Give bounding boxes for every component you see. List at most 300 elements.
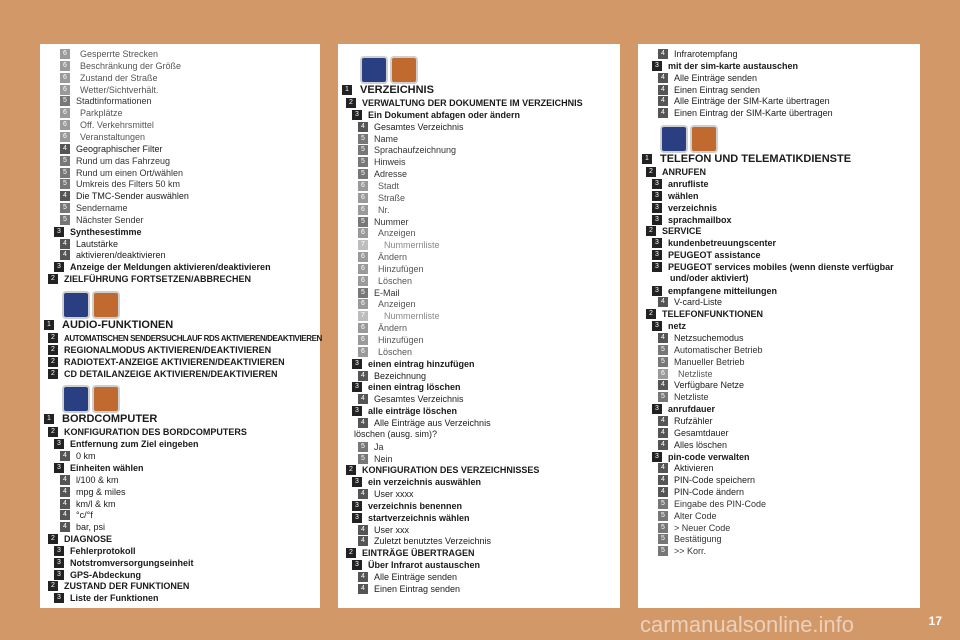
level-badge: 6 [60, 73, 70, 83]
level-badge: 5 [358, 442, 368, 452]
menu-item-label: Gesamtes Verzeichnis [374, 121, 464, 132]
menu-item-label: aktivieren/deaktivieren [76, 250, 166, 261]
menu-item [352, 512, 470, 524]
menu-item-label: Nummernliste [384, 240, 440, 251]
menu-item [358, 441, 384, 453]
menu-item-label: VERWALTUNG DER DOKUMENTE IM VERZEICHNIS [362, 98, 583, 108]
level-badge: 4 [60, 487, 70, 497]
level-badge: 5 [358, 217, 368, 227]
level-badge: 6 [60, 120, 70, 130]
level-badge: 4 [658, 380, 668, 390]
menu-item [346, 464, 539, 476]
page-number: 17 [928, 614, 942, 628]
level-badge: 5 [60, 96, 70, 106]
level-badge: 3 [352, 110, 362, 120]
level-badge: 3 [652, 238, 662, 248]
menu-item-label: Alter Code [674, 510, 717, 521]
menu-item-label: Einen Eintrag senden [374, 583, 461, 594]
menu-item [48, 580, 189, 592]
menu-item [652, 237, 776, 249]
level-badge: 6 [358, 205, 368, 215]
menu-item [658, 344, 763, 356]
level-badge: 2 [48, 534, 58, 544]
level-badge: 5 [658, 392, 668, 402]
menu-item [658, 533, 722, 545]
level-badge: 2 [48, 581, 58, 591]
menu-item [352, 405, 457, 417]
menu-item [60, 509, 93, 521]
menu-item-label: ANRUFEN [662, 167, 706, 178]
menu-item-label: Sprachaufzeichnung [374, 145, 457, 156]
menu-item-label: Nein [374, 453, 393, 464]
level-badge: 3 [652, 215, 662, 225]
level-badge: 3 [652, 404, 662, 414]
menu-item [60, 143, 163, 155]
laptop-icon [62, 385, 90, 413]
menu-item-label: PIN-Code speichern [674, 475, 756, 486]
menu-item [358, 488, 414, 500]
menu-item-label: anrufliste [668, 178, 709, 189]
level-badge: 4 [658, 428, 668, 438]
menu-item [652, 285, 777, 297]
menu-item-label: AUTOMATISCHEN SENDERSUCHLAUF RDS AKTIVIEREN/DEAKTIVIEREN [64, 333, 322, 343]
level-badge: 3 [352, 501, 362, 511]
menu-item [358, 535, 491, 547]
menu-item-label: User xxxx [374, 489, 414, 500]
menu-item [358, 571, 457, 583]
level-badge: 2 [346, 548, 356, 558]
level-badge: 3 [652, 452, 662, 462]
menu-item [658, 48, 738, 60]
level-badge: 4 [658, 440, 668, 450]
menu-item [60, 155, 170, 167]
level-badge: 5 [358, 169, 368, 179]
level-badge: 2 [48, 357, 58, 367]
menu-item [358, 346, 412, 358]
menu-item [358, 310, 440, 322]
menu-item-label: GPS-Abdeckung [70, 569, 142, 580]
menu-item [358, 322, 407, 334]
menu-item [658, 439, 727, 451]
menu-item-label: °c/°f [76, 510, 93, 521]
menu-item [352, 358, 475, 370]
middle-column [338, 44, 620, 608]
menu-item [358, 298, 416, 310]
menu-item [358, 370, 426, 382]
menu-item-label: Ändern [378, 252, 408, 263]
menu-item-label: Eingabe des PIN-Code [674, 498, 767, 509]
level-badge: 4 [60, 191, 70, 201]
menu-item-label: Löschen [378, 346, 413, 357]
menu-item-label: Lautstärke [76, 238, 119, 249]
menu-item [60, 72, 158, 84]
menu-item [652, 60, 798, 72]
menu-item-label: PEUGEOT services mobiles (wenn dienste verfügbar [668, 261, 894, 272]
menu-item-label: V-card-Liste [674, 297, 723, 308]
level-badge: 6 [358, 252, 368, 262]
level-badge: 4 [358, 418, 368, 428]
menu-item-label: ZUSTAND DER FUNKTIONEN [64, 581, 190, 592]
menu-item-label: Nr. [378, 204, 390, 215]
menu-item-label: Verfügbare Netze [674, 380, 745, 391]
level-badge: 3 [652, 191, 662, 201]
menu-item-label: mpg & miles [76, 486, 126, 497]
menu-item [60, 131, 145, 143]
menu-item [652, 261, 894, 273]
menu-item [658, 296, 722, 308]
level-badge: 3 [652, 262, 662, 272]
level-badge: 4 [358, 122, 368, 132]
menu-item-label: Sendername [76, 203, 128, 214]
menu-item [358, 180, 399, 192]
menu-item-label: TELEFON UND TELEMATIKDIENSTE [660, 153, 852, 166]
menu-item [358, 144, 456, 156]
level-badge: 2 [48, 427, 58, 437]
menu-item-label: Zustand der Straße [80, 72, 158, 83]
menu-item [658, 545, 706, 557]
level-badge: 5 [658, 345, 668, 355]
menu-item [54, 438, 199, 450]
menu-item [48, 426, 247, 438]
menu-item [352, 109, 520, 121]
menu-item-label: Nummernliste [384, 311, 440, 322]
menu-item [658, 95, 830, 107]
level-badge: 6 [358, 228, 368, 238]
menu-item [658, 415, 713, 427]
menu-item [60, 202, 128, 214]
level-badge: 6 [60, 132, 70, 142]
menu-item [358, 263, 424, 275]
menu-item-label: Einen Eintrag senden [674, 84, 761, 95]
menu-item-label: Über Infrarot austauschen [368, 560, 481, 571]
menu-item-label: Veranstaltungen [80, 131, 146, 142]
menu-item [658, 510, 717, 522]
level-badge: 5 [658, 546, 668, 556]
menu-item-label: einen eintrag hinzufügen [368, 358, 475, 369]
continuation-text: und/oder aktiviert) [670, 272, 749, 283]
menu-item [54, 462, 144, 474]
mobile-phone-icon [690, 125, 718, 153]
menu-item-label: REGIONALMODUS AKTIVIEREN/DEAKTIVIEREN [64, 344, 272, 355]
menu-item-label: Automatischer Betrieb [674, 344, 763, 355]
menu-item-label: AUDIO-FUNKTIONEN [62, 319, 174, 331]
menu-item [646, 308, 763, 320]
level-badge: 6 [358, 264, 368, 274]
menu-item-label: Fehlerprotokoll [70, 545, 136, 556]
level-badge: 6 [60, 108, 70, 118]
menu-item [358, 453, 393, 465]
menu-item [60, 486, 126, 498]
menu-item-label: Stadt [378, 180, 400, 191]
menu-item [358, 204, 390, 216]
menu-item-label: Hinzufügen [378, 263, 424, 274]
menu-item [54, 592, 159, 604]
level-badge: 4 [60, 475, 70, 485]
level-badge: 4 [60, 522, 70, 532]
section-heading [642, 153, 851, 165]
level-badge: 1 [44, 320, 54, 330]
menu-item-label: Name [374, 133, 399, 144]
level-badge: 5 [358, 145, 368, 155]
menu-item-label: Anzeigen [378, 228, 416, 239]
menu-item [652, 451, 750, 463]
level-badge: 4 [358, 584, 368, 594]
menu-item [346, 547, 475, 559]
menu-item-label: sprachmailbox [668, 214, 732, 225]
section-heading [44, 319, 173, 331]
menu-item [358, 192, 405, 204]
menu-item [358, 275, 412, 287]
menu-item [352, 381, 461, 393]
menu-item [658, 427, 729, 439]
level-badge: 3 [352, 560, 362, 570]
level-badge: 3 [54, 558, 64, 568]
level-badge: 3 [352, 406, 362, 416]
menu-item-label: User xxx [374, 524, 410, 535]
level-badge: 6 [60, 49, 70, 59]
menu-item-label: Netzliste [678, 368, 713, 379]
level-badge: 5 [658, 511, 668, 521]
menu-item-label: Anzeige der Meldungen aktivieren/deaktivieren [70, 262, 271, 273]
menu-item [60, 450, 96, 462]
menu-item-label: BORDCOMPUTER [62, 413, 158, 426]
menu-item [658, 522, 730, 534]
menu-item-label: Bestätigung [674, 534, 722, 545]
menu-item [48, 332, 322, 344]
level-badge: 4 [60, 451, 70, 461]
menu-item-label: netz [668, 321, 686, 332]
menu-item-label: Löschen [378, 275, 413, 286]
menu-item [358, 524, 409, 536]
level-badge: 6 [358, 181, 368, 191]
menu-item-label: Alle Einträge der SIM-Karte übertragen [674, 96, 830, 107]
menu-item-label: 0 km [76, 451, 96, 462]
menu-item [358, 216, 409, 228]
level-badge: 4 [658, 475, 668, 485]
level-badge: 5 [60, 179, 70, 189]
level-badge: 6 [358, 299, 368, 309]
menu-item-label: Rund um das Fahrzeug [76, 155, 171, 166]
menu-item-label: Entfernung zum Ziel eingeben [70, 439, 199, 450]
menu-item [352, 500, 462, 512]
level-badge: 3 [652, 179, 662, 189]
menu-item [358, 583, 460, 595]
menu-item-label: Bezeichnung [374, 370, 427, 381]
level-badge: 7 [358, 311, 368, 321]
level-badge: 4 [658, 96, 668, 106]
notepad-icon [390, 56, 418, 84]
menu-item-label: Stadtinformationen [76, 96, 152, 107]
menu-item [658, 332, 744, 344]
level-badge: 5 [60, 203, 70, 213]
menu-item-label: Netzliste [674, 392, 709, 403]
menu-item-label: KONFIGURATION DES VERZEICHNISSES [362, 465, 540, 476]
menu-item [358, 133, 398, 145]
menu-item-label: Ein Dokument abfagen oder ändern [368, 109, 521, 120]
menu-item [358, 239, 440, 251]
level-badge: 4 [658, 108, 668, 118]
level-badge: 1 [342, 85, 352, 95]
menu-item-label: mit der sim-karte austauschen [668, 60, 799, 71]
level-badge: 5 [358, 157, 368, 167]
level-badge: 2 [346, 465, 356, 475]
menu-item [60, 190, 189, 202]
menu-item [658, 72, 757, 84]
level-badge: 3 [54, 546, 64, 556]
level-badge: 4 [358, 536, 368, 546]
level-badge: 2 [646, 309, 656, 319]
level-badge: 3 [352, 382, 362, 392]
menu-item-label: km/l & km [76, 498, 116, 509]
level-badge: 3 [652, 203, 662, 213]
menu-item [658, 84, 760, 96]
level-badge: 4 [60, 250, 70, 260]
menu-item-label: VERZEICHNIS [360, 84, 434, 96]
menu-item-label: einen eintrag löschen [368, 382, 461, 393]
level-badge: 4 [658, 463, 668, 473]
menu-item-label: verzeichnis [668, 202, 718, 213]
menu-item [48, 273, 251, 285]
menu-item [358, 417, 491, 429]
level-badge: 4 [658, 49, 668, 59]
menu-item [652, 202, 717, 214]
menu-item-label: Manueller Betrieb [674, 356, 745, 367]
level-badge: 4 [358, 525, 368, 535]
level-badge: 6 [658, 369, 668, 379]
level-badge: 3 [54, 227, 64, 237]
menu-item-label: Geographischer Filter [76, 143, 163, 154]
menu-item-label: Rund um einen Ort/wählen [76, 167, 184, 178]
menu-item-label: Hinzufügen [378, 335, 424, 345]
menu-item [652, 214, 732, 226]
menu-item [358, 393, 464, 405]
level-badge: 2 [48, 333, 58, 343]
menu-item-label: empfangene mitteilungen [668, 285, 778, 296]
menu-item-label: Infrarotempfang [674, 49, 738, 59]
level-badge: 2 [48, 274, 58, 284]
menu-item-label: Rufzähler [674, 415, 713, 426]
menu-item-label: ein verzeichnis auswählen [368, 477, 482, 488]
level-badge: 5 [358, 134, 368, 144]
cd-icon [92, 291, 120, 319]
menu-item [646, 225, 701, 237]
menu-item-label: Wetter/Sichtverhält. [80, 84, 159, 95]
level-badge: 4 [358, 394, 368, 404]
menu-item [48, 356, 285, 368]
level-badge: 5 [60, 168, 70, 178]
fuel-icon [92, 385, 120, 413]
menu-item-label: CD DETAILANZEIGE AKTIVIEREN/DEAKTIVIEREN [64, 368, 278, 379]
menu-item [60, 214, 144, 226]
menu-item-label: Notstromversorgungseinheit [70, 557, 194, 568]
menu-item-label: Netzsuchemodus [674, 333, 744, 343]
level-badge: 2 [646, 167, 656, 177]
phone-email-icon [660, 125, 688, 153]
level-badge: 7 [358, 240, 368, 250]
menu-item [60, 521, 105, 533]
menu-item [658, 107, 833, 119]
menu-item-label: bar, psi [76, 522, 106, 533]
menu-item-label: KONFIGURATION DES BORDCOMPUTERS [64, 427, 247, 438]
menu-item-label: Zuletzt benutztes Verzeichnis [374, 536, 492, 547]
menu-item-label: PEUGEOT assistance [668, 250, 761, 261]
menu-item-label: Gesamtes Verzeichnis [374, 394, 464, 405]
level-badge: 5 [658, 499, 668, 509]
menu-item-label: Einheiten wählen [70, 462, 144, 473]
menu-item-label: Alle Einträge senden [374, 572, 458, 582]
menu-item [60, 498, 116, 510]
level-badge: 3 [54, 593, 64, 603]
menu-item [48, 344, 271, 356]
menu-item-label: Synthesestimme [70, 226, 142, 237]
level-badge: 5 [658, 534, 668, 544]
menu-item-label: >> Korr. [674, 546, 707, 557]
right-column [638, 44, 920, 608]
menu-item-label: > Neuer Code [674, 522, 731, 533]
menu-item-label: anrufdauer [668, 404, 716, 415]
menu-item [60, 178, 180, 190]
menu-item [358, 287, 400, 299]
menu-item [48, 368, 278, 380]
menu-item [60, 167, 183, 179]
menu-item [658, 391, 709, 403]
menu-item-label: Aktivieren [674, 463, 714, 474]
level-badge: 6 [358, 335, 368, 345]
continuation-text: löschen (ausg. sim)? [354, 428, 438, 439]
section-heading [44, 413, 157, 425]
menu-item-label: EINTRÄGE ÜBERTRAGEN [362, 548, 475, 559]
menu-item [658, 368, 713, 380]
menu-item [658, 474, 755, 486]
menu-item-label: kundenbetreuungscenter [668, 238, 777, 249]
menu-item [54, 569, 141, 581]
level-badge: 5 [358, 454, 368, 464]
level-badge: 3 [54, 570, 64, 580]
menu-item [658, 462, 714, 474]
menu-item [358, 227, 416, 239]
audio-device-icon [62, 291, 90, 319]
level-badge: 2 [646, 226, 656, 236]
menu-item [652, 249, 761, 261]
menu-item-label: Nummer [374, 216, 409, 227]
menu-item-label: pin-code verwalten [668, 451, 750, 462]
level-badge: 4 [658, 333, 668, 343]
level-badge: 3 [652, 286, 662, 296]
level-badge: 2 [346, 98, 356, 108]
level-badge: 4 [60, 499, 70, 509]
menu-item [358, 121, 464, 133]
level-badge: 3 [652, 61, 662, 71]
menu-item-label: Einen Eintrag der SIM-Karte übertragen [674, 108, 833, 119]
menu-item-label: Nächster Sender [76, 214, 144, 225]
level-badge: 5 [60, 215, 70, 225]
section-heading [342, 84, 434, 96]
level-badge: 3 [54, 439, 64, 449]
menu-item [54, 557, 194, 569]
level-badge: 4 [658, 85, 668, 95]
menu-item-label: verzeichnis benennen [368, 500, 463, 511]
menu-item-label: alle einträge löschen [368, 406, 458, 417]
menu-item [60, 474, 119, 486]
menu-item-label: Umkreis des Filters 50 km [76, 179, 181, 190]
menu-item [652, 403, 715, 415]
level-badge: 3 [652, 250, 662, 260]
menu-item-label: Ja [374, 441, 384, 452]
menu-item-label: RADIOTEXT-ANZEIGE AKTIVIEREN/DEAKTIVIEREN [64, 356, 285, 367]
level-badge: 6 [60, 61, 70, 71]
menu-item [60, 48, 158, 60]
level-badge: 3 [652, 321, 662, 331]
